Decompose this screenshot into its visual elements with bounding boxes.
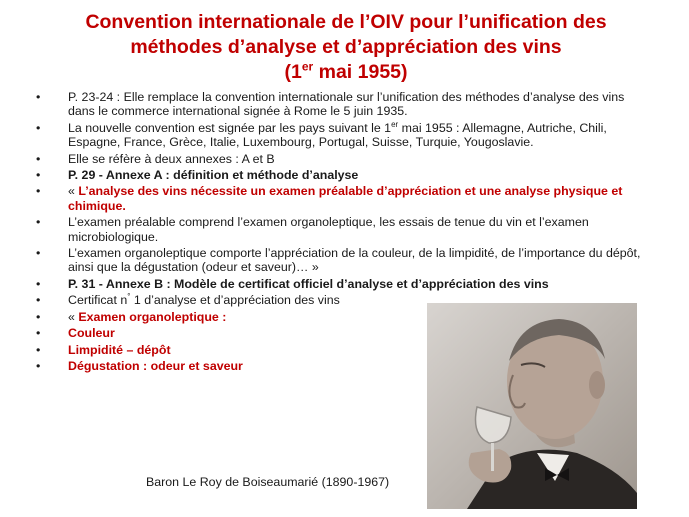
annexe-b-heading: P. 31 - Annexe B : Modèle de certificat officiel d’analyse et d’appréciation des vins (68, 276, 549, 291)
bullet-text: Certificat n (68, 293, 128, 308)
bullet-item (36, 246, 648, 275)
bullet-item (36, 184, 648, 213)
bullet-text: P. 23-24 : Elle remplace la convention internationale sur l’unification des méthodes d’analyse des vins dans le commerce international signée à Rome le 5 juin 1935. (68, 90, 625, 119)
title-line-3 (40, 60, 652, 85)
portrait-photo (427, 303, 637, 509)
bullet-item (36, 168, 648, 182)
title-date-sup: er (301, 59, 314, 74)
bullet-item (36, 215, 648, 244)
title-date-suffix: mai 1955) (313, 61, 408, 83)
title-line-1: Convention internationale de l’OIV pour l’unification des (85, 11, 607, 33)
bullet-item (36, 121, 648, 150)
annexe-a-heading: P. 29 - Annexe A : définition et méthode d’analyse (68, 168, 359, 183)
bullet-text: mai 1955 : Allemagne, Autriche, Chili, Espagne, France, Grèce, Italie, Luxembourg, Portugal, Suisse, Turquie, Yougoslavie. (68, 120, 607, 150)
quote-mark: « (68, 184, 79, 199)
bullet-text: 1 d’analyse et d’appréciation des vins (130, 293, 340, 308)
bullet-sup: ° (127, 292, 131, 302)
bullet-sup: er (391, 119, 399, 129)
highlight-text: Limpidité – dépôt (68, 342, 171, 357)
slide-title (40, 10, 652, 85)
bullet-text: La nouvelle convention est signée par les pays suivant le 1 (68, 120, 392, 135)
bullet-item (36, 277, 648, 291)
bullet-text: L’examen préalable comprend l’examen organoleptique, les essais de tenue du vin et l’examen microbiologique. (68, 215, 589, 244)
highlight-text: Dégustation : odeur et saveur (68, 358, 243, 373)
title-line-2: méthodes d’analyse et d’appréciation des vins (130, 36, 562, 58)
portrait-caption: Baron Le Roy de Boiseaumarié (1890-1967) (146, 475, 390, 489)
highlight-text: L’analyse des vins nécessite un examen préalable d’appréciation et une analyse physique et chimique. (68, 184, 623, 213)
bullet-text: Elle se réfère à deux annexes : A et B (68, 151, 275, 166)
portrait-illustration (427, 303, 637, 509)
quote-mark: « (68, 309, 79, 324)
bullet-item (36, 90, 648, 119)
highlight-text: Couleur (68, 326, 115, 341)
title-date-prefix: (1 (284, 61, 302, 83)
bullet-item (36, 152, 648, 166)
bullet-text: L’examen organoleptique comporte l’appréciation de la couleur, de la limpidité, de l’importance du dépôt, ainsi que la dégustation (odeur et saveur)… » (68, 246, 641, 275)
highlight-text: Examen organoleptique : (78, 309, 227, 324)
